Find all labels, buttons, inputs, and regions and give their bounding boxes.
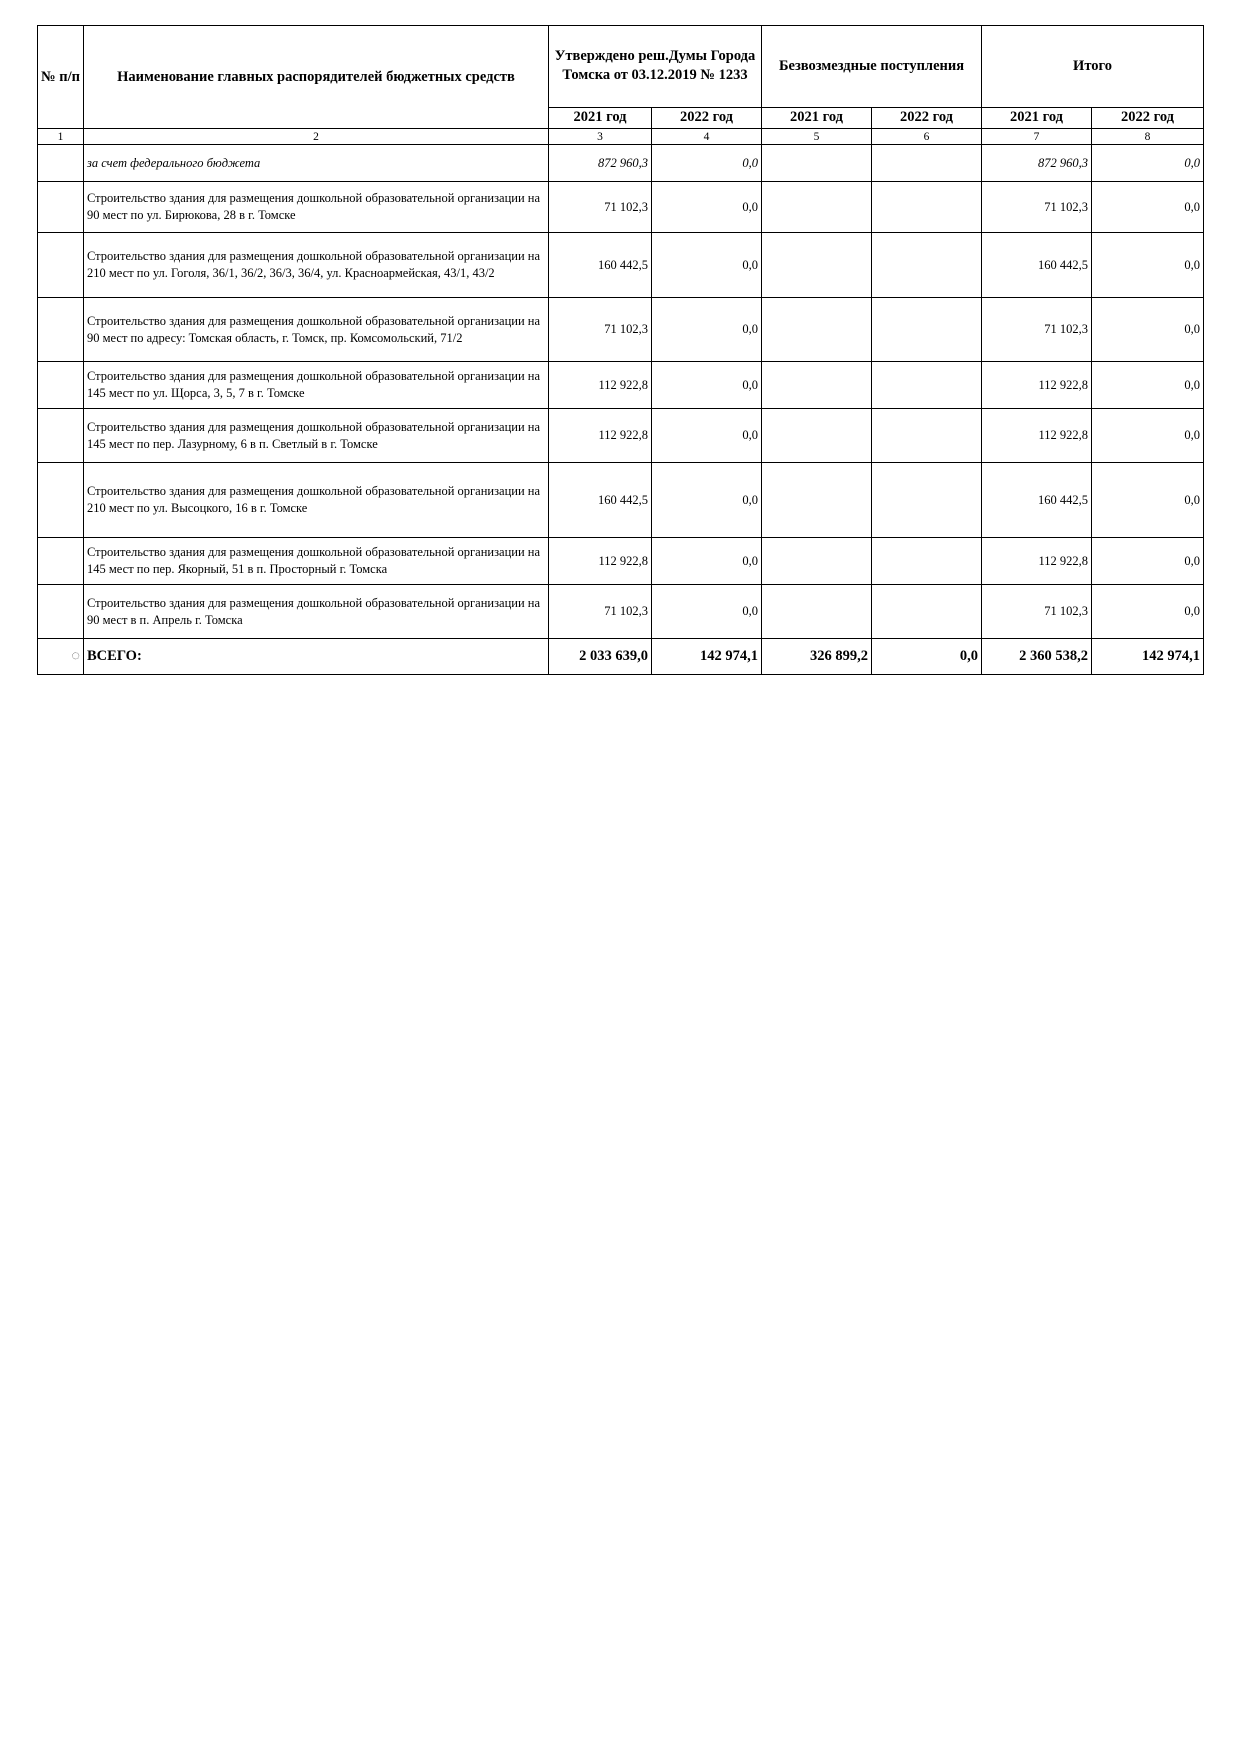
row-value [872,233,982,298]
row-value: 112 922,8 [982,538,1092,585]
row-number-cell [38,298,84,362]
row-value [872,585,982,639]
total-value: 2 360 538,2 [982,639,1092,675]
total-value: 0,0 [872,639,982,675]
budget-table [37,25,1204,675]
row-value: 0,0 [1092,463,1204,538]
row-value [762,362,872,409]
row-value: 0,0 [1092,585,1204,639]
table-row [38,585,1204,639]
row-value [762,145,872,182]
row-value: 71 102,3 [982,298,1092,362]
row-number-cell [38,538,84,585]
row-value: 872 960,3 [982,145,1092,182]
total-value: 2 033 639,0 [549,639,652,675]
row-value [872,463,982,538]
table-row [38,538,1204,585]
row-value [762,298,872,362]
col-free-header: Безвозмездные поступления [762,26,982,108]
col-total-header: Итого [982,26,1204,108]
row-value: 0,0 [1092,145,1204,182]
col-num-header: № п/п [38,26,84,129]
row-value: 0,0 [652,233,762,298]
row-value [762,409,872,463]
year-2022-free: 2022 год [872,107,982,128]
col-name-header: Наименование главных распорядителей бюджетных средств [84,26,549,129]
column-number: 2 [84,129,549,145]
row-name: Строительство здания для размещения дошкольной образовательной организации на 145 мест по ул. Щорса, 3, 5, 7 в г. Томске [84,362,549,409]
row-value: 71 102,3 [549,182,652,233]
dotted-circle-icon: ◌ [38,639,84,675]
row-value: 0,0 [652,463,762,538]
header-row [38,26,1204,108]
row-value: 0,0 [652,538,762,585]
year-2021-total: 2021 год [982,107,1092,128]
column-number-row [38,129,1204,145]
column-number: 3 [549,129,652,145]
row-value: 160 442,5 [549,233,652,298]
row-value [872,298,982,362]
table-row [38,145,1204,182]
column-number: 1 [38,129,84,145]
row-value: 0,0 [652,182,762,233]
row-value: 0,0 [1092,409,1204,463]
row-value: 71 102,3 [982,585,1092,639]
table-row [38,362,1204,409]
column-number: 7 [982,129,1092,145]
row-value: 160 442,5 [982,463,1092,538]
table-row [38,233,1204,298]
column-number: 4 [652,129,762,145]
row-value: 0,0 [1092,362,1204,409]
total-row [38,639,1204,675]
row-value [872,409,982,463]
row-value [762,538,872,585]
row-value: 0,0 [652,585,762,639]
total-label: ВСЕГО: [84,639,549,675]
row-value: 112 922,8 [549,538,652,585]
row-value [872,182,982,233]
row-value: 112 922,8 [549,409,652,463]
row-value: 160 442,5 [549,463,652,538]
table-row [38,463,1204,538]
row-value: 0,0 [652,362,762,409]
row-value [762,233,872,298]
row-value: 0,0 [1092,182,1204,233]
row-name: Строительство здания для размещения дошкольной образовательной организации на 210 мест по ул. Гоголя, 36/1, 36/2, 36/3, 36/4, ул. Красноармейская, 43/1, 43/2 [84,233,549,298]
year-2021-approved: 2021 год [549,107,652,128]
column-number: 8 [1092,129,1204,145]
table-row [38,298,1204,362]
table-row [38,409,1204,463]
row-number-cell [38,182,84,233]
row-number-cell [38,362,84,409]
row-value [762,585,872,639]
row-value: 0,0 [1092,233,1204,298]
row-name: Строительство здания для размещения дошкольной образовательной организации на 210 мест по ул. Высоцкого, 16 в г. Томске [84,463,549,538]
row-name: Строительство здания для размещения дошкольной образовательной организации на 145 мест по пер. Якорный, 51 в п. Просторный г. Томска [84,538,549,585]
column-number: 6 [872,129,982,145]
row-value: 0,0 [1092,538,1204,585]
row-name: за счет федерального бюджета [84,145,549,182]
row-value: 0,0 [1092,298,1204,362]
row-value: 0,0 [652,409,762,463]
row-name: Строительство здания для размещения дошкольной образовательной организации на 90 мест в п. Апрель г. Томска [84,585,549,639]
row-name: Строительство здания для размещения дошкольной образовательной организации на 145 мест по пер. Лазурному, 6 в п. Светлый в г. Томске [84,409,549,463]
row-number-cell [38,145,84,182]
row-value: 112 922,8 [549,362,652,409]
row-value: 71 102,3 [549,298,652,362]
total-value: 142 974,1 [1092,639,1204,675]
table-row [38,182,1204,233]
row-value: 71 102,3 [549,585,652,639]
row-value: 872 960,3 [549,145,652,182]
column-number: 5 [762,129,872,145]
row-value [762,463,872,538]
total-value: 142 974,1 [652,639,762,675]
year-2022-total: 2022 год [1092,107,1204,128]
row-value [762,182,872,233]
col-approved-header: Утверждено реш.Думы Города Томска от 03.12.2019 № 1233 [549,26,762,108]
row-value [872,145,982,182]
row-value: 160 442,5 [982,233,1092,298]
row-name: Строительство здания для размещения дошкольной образовательной организации на 90 мест по ул. Бирюкова, 28 в г. Томске [84,182,549,233]
row-value [872,538,982,585]
row-number-cell [38,585,84,639]
row-name: Строительство здания для размещения дошкольной образовательной организации на 90 мест по адресу: Томская область, г. Томск, пр. Комсомольский, 71/2 [84,298,549,362]
row-number-cell [38,409,84,463]
row-value: 112 922,8 [982,409,1092,463]
row-number-cell [38,233,84,298]
row-value: 71 102,3 [982,182,1092,233]
row-number-cell [38,463,84,538]
row-value: 112 922,8 [982,362,1092,409]
row-value [872,362,982,409]
year-2022-approved: 2022 год [652,107,762,128]
row-value: 0,0 [652,145,762,182]
year-2021-free: 2021 год [762,107,872,128]
total-value: 326 899,2 [762,639,872,675]
row-value: 0,0 [652,298,762,362]
